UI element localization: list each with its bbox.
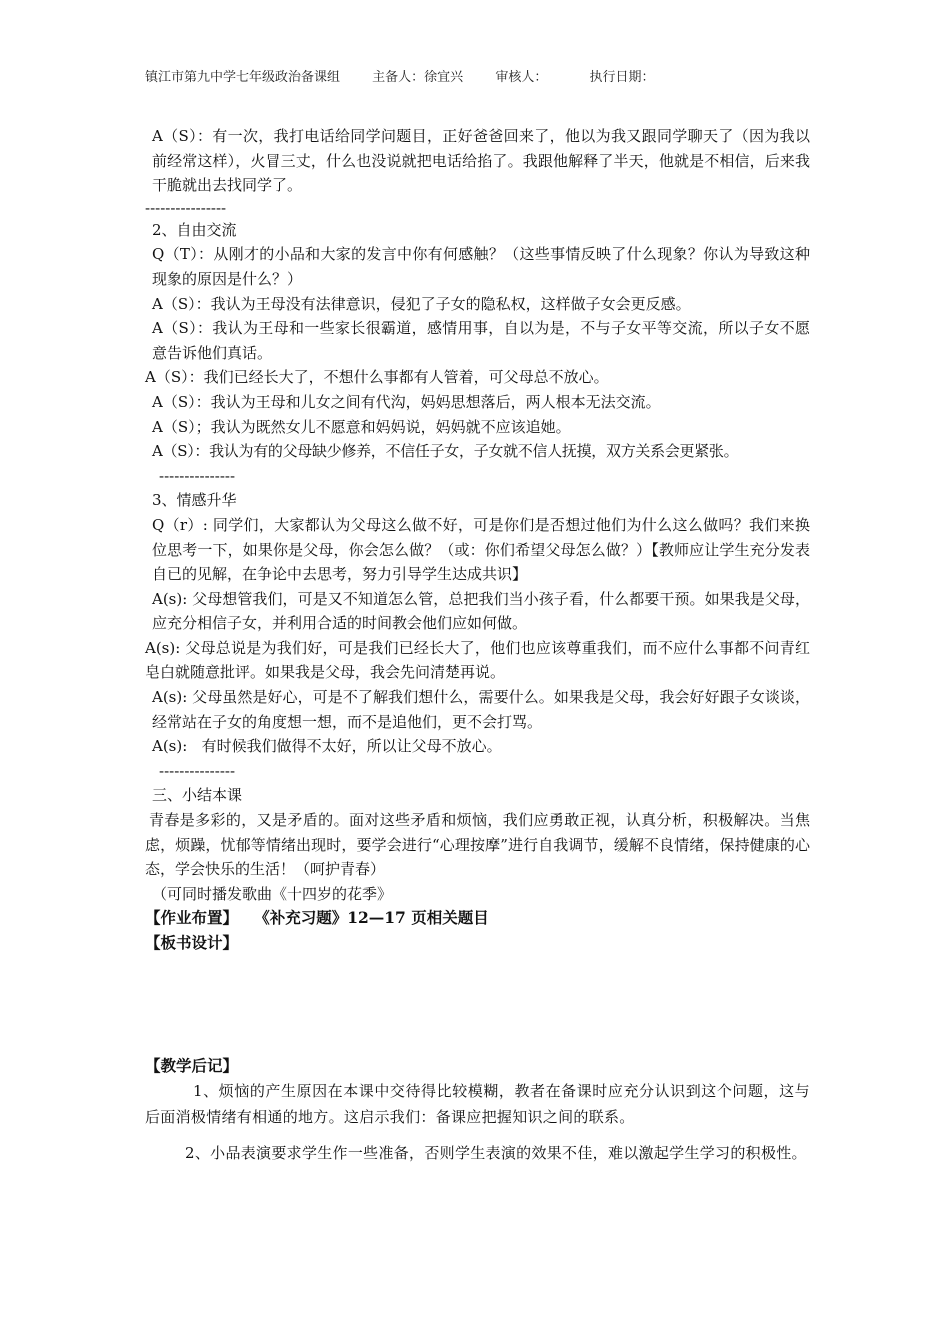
answer-paragraph: A（S）：我认为王母没有法律意识，侵犯了子女的隐私权，这样做子女会更反感。	[152, 294, 691, 313]
answer-paragraph: A（S）：有一次，我打电话给同学问题目，正好爸爸回来了，他以为我又跟同学聊天了（因为我以前经常这样），火冒三丈，什么也没说就把电话给掐了。我跟他解释了半天，他就是不相信，后来我干脆就出去找同学了。	[152, 127, 810, 195]
reflection-item-text: 1、烦恼的产生原因在本课中交待得比较模糊，教者在备课时应充分认识到这个问题，这与后面消极情绪有相通的地方。这启示我们：备课应把握知识之间的联系。	[145, 1082, 810, 1127]
summary-paragraph: 青春是多彩的，又是矛盾的。面对这些矛盾和烦恼，我们应勇敢正视，认真分析，积极解决。当焦虑，烦躁，忧郁等情绪出现时，要学会进行“心理按摩”进行自我调节，缓解不良情绪，保持健康的心态，学会快乐的生活！（呵护青春）	[145, 811, 810, 879]
answer-paragraph: A（S）：我认为有的父母缺少修养，不信任子女，子女就不信人抚摸，双方关系会更紧张。	[152, 442, 739, 461]
reflection-item-text: 2、小品表演要求学生作一些准备，否则学生表演的效果不佳，难以激起学生学习的积极性。	[185, 1144, 807, 1163]
reflection-item	[145, 1078, 810, 1130]
reflection-heading: 【教学后记】	[145, 1055, 239, 1075]
section-heading: 三、小结本课	[152, 786, 243, 805]
answer-paragraph: A(s): 有时候我们做得不太好，所以让父母不放心。	[152, 737, 502, 756]
answer-paragraph: A(s): 父母虽然是好心，可是不了解我们想什么，需要什么。如果我是父母，我会好好跟子女谈谈，经常站在子女的角度想一想，而不是追他们，更不会打骂。	[152, 688, 810, 731]
question-paragraph: Q（r）: 同学们，大家都认为父母这么做不好，可是你们是否想过他们为什么这么做吗？我们来换位思考一下，如果你是父母，你会怎么做？（或：你们希望父母怎么做？）【教师应让学生充分发表自已的见解，在争论中去思考，努力引导学生达成共识】	[152, 515, 810, 584]
separator: ---------------	[159, 466, 236, 485]
answer-paragraph: A（S）：我们已经长大了，不想什么事都有人管着，可父母总不放心。	[145, 368, 609, 387]
answer-paragraph: A(s): 父母想管我们，可是又不知道怎么管，总把我们当小孩子看，什么都要干预。如果我是父母，应充分相信子女，并利用合适的时间教会他们应如何做。	[152, 589, 810, 633]
question-paragraph: Q（T）：从刚才的小品和大家的发言中你有何感触？（这些事情反映了什么现象？你认为导致这种现象的原因是什么？）	[152, 245, 810, 288]
section-heading: 2、自由交流	[152, 220, 237, 239]
section-heading: 3、情感升华	[152, 491, 237, 510]
board-design-area	[145, 956, 810, 1054]
reflection-item	[145, 1136, 810, 1170]
header-date: 执行日期：	[589, 70, 655, 85]
board-design-heading: 【板书设计】	[145, 933, 239, 952]
song-note: （可同时播发歌曲《十四岁的花季》	[152, 884, 393, 903]
document-body	[145, 124, 810, 1170]
homework-heading: 【作业布置】 《补充习题》12—17 页相关题目	[145, 908, 489, 928]
page-header	[145, 66, 682, 85]
answer-paragraph: A（S）；我认为既然女儿不愿意和妈妈说，妈妈就不应该追她。	[152, 417, 571, 436]
separator: ---------------	[159, 761, 236, 780]
header-preparer: 主备人：徐宜兴	[372, 70, 464, 85]
separator: ----------------	[145, 198, 227, 217]
answer-paragraph: A（S）：我认为王母和一些家长很霸道，感情用事，自以为是，不与子女平等交流，所以子女不愿意告诉他们真话。	[152, 319, 810, 362]
answer-paragraph: A(s): 父母总说是为我们好，可是我们已经长大了，他们也应该尊重我们，而不应什么事都不问青红皂白就随意批评。如果我是父母，我会先问清楚再说。	[145, 638, 810, 682]
header-school: 镇江市第九中学七年级政治备课组	[145, 70, 341, 85]
header-reviewer: 审核人：	[495, 70, 548, 85]
answer-paragraph: A（S）：我认为王母和儿女之间有代沟，妈妈思想落后，两人根本无法交流。	[152, 392, 661, 411]
